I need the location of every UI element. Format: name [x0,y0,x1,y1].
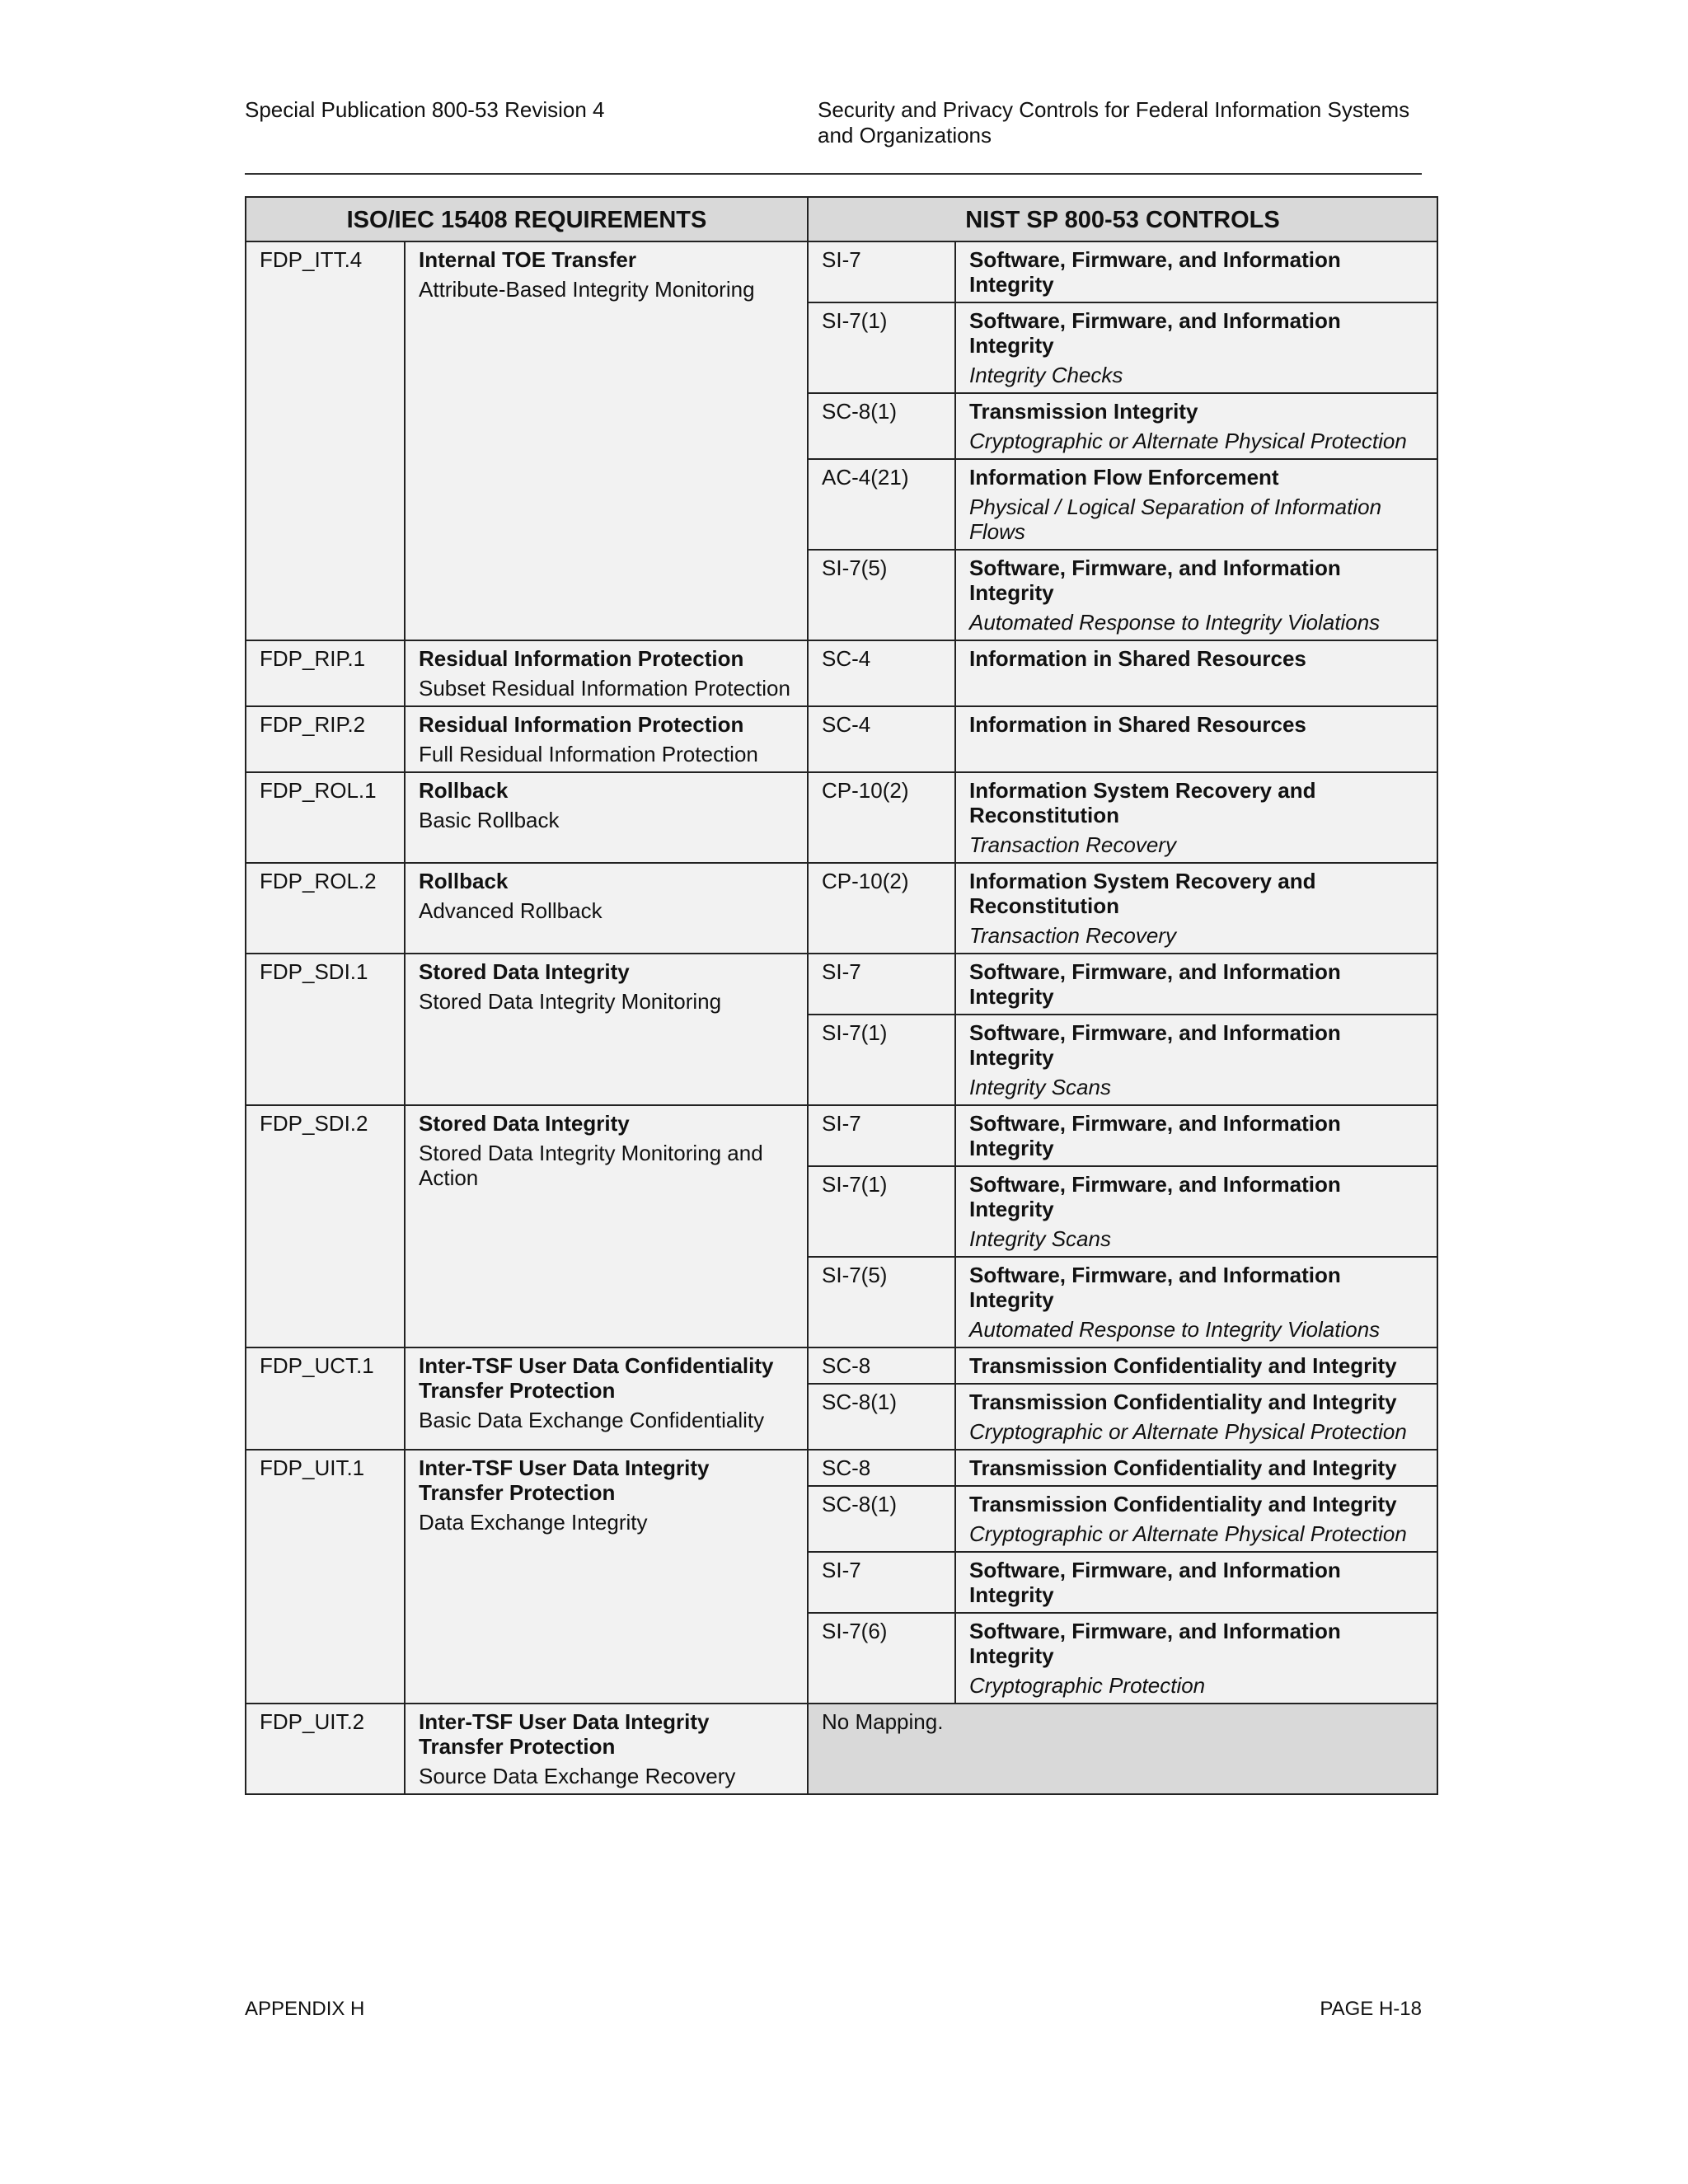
control-id: SC-8(1) [808,1486,955,1552]
table-body [246,241,1437,1794]
appendix-label: APPENDIX H [245,1998,365,2020]
control-title: Software, Firmware, and Information Integrity [969,1263,1341,1312]
requirement-id: FDP_UIT.2 [246,1704,405,1794]
control-description [955,1347,1437,1384]
requirement-id: FDP_SDI.1 [246,954,405,1105]
control-description [955,1166,1437,1257]
control-id: SC-8(1) [808,1384,955,1450]
requirement-description [405,706,808,772]
requirement-title: Rollback [419,778,509,803]
control-title: Software, Firmware, and Information Integrity [969,308,1341,358]
control-id: AC-4(21) [808,459,955,550]
control-title: Transmission Confidentiality and Integrity [969,1390,1397,1414]
nist-controls-header: NIST SP 800-53 CONTROLS [808,197,1437,241]
iso-requirements-header: ISO/IEC 15408 REQUIREMENTS [246,197,808,241]
requirement-subtitle: Full Residual Information Protection [419,742,758,766]
control-enhancement: Integrity Checks [969,363,1123,387]
table-row [246,706,1437,772]
table-row [246,954,1437,1015]
control-id: SC-8 [808,1450,955,1486]
control-title: Transmission Confidentiality and Integrity [969,1455,1397,1480]
requirement-title: Inter-TSF User Data Integrity Transfer Protection [419,1709,710,1759]
table-row [246,1704,1437,1794]
control-id: SC-4 [808,640,955,706]
control-title: Software, Firmware, and Information Integrity [969,247,1341,297]
requirement-id: FDP_ITT.4 [246,241,405,640]
control-id: SI-7 [808,1105,955,1166]
control-id: SI-7(6) [808,1613,955,1704]
control-enhancement: Cryptographic Protection [969,1673,1206,1698]
control-id: SI-7 [808,241,955,302]
control-title: Software, Firmware, and Information Integrity [969,1111,1341,1160]
control-enhancement: Transaction Recovery [969,923,1176,948]
control-description [955,393,1437,459]
publication-title: Special Publication 800-53 Revision 4 [245,97,605,122]
control-enhancement: Cryptographic or Alternate Physical Protection [969,429,1407,453]
control-description [955,1015,1437,1105]
control-title: Software, Firmware, and Information Integrity [969,1619,1341,1668]
control-title: Information in Shared Resources [969,712,1306,737]
requirement-id: FDP_RIP.1 [246,640,405,706]
control-description [955,1552,1437,1613]
requirement-id: FDP_ROL.2 [246,863,405,954]
requirement-title: Rollback [419,869,509,893]
requirement-subtitle: Stored Data Integrity Monitoring and Action [419,1141,763,1190]
requirement-subtitle: Subset Residual Information Protection [419,676,790,701]
requirement-subtitle: Basic Data Exchange Confidentiality [419,1408,765,1432]
requirement-title: Inter-TSF User Data Integrity Transfer Protection [419,1455,710,1505]
requirement-title: Stored Data Integrity [419,959,630,984]
control-description [955,640,1437,706]
control-title: Information Flow Enforcement [969,465,1279,490]
control-enhancement: Integrity Scans [969,1075,1111,1099]
control-enhancement: Integrity Scans [969,1226,1111,1251]
requirement-description [405,1105,808,1347]
control-title: Transmission Integrity [969,399,1198,424]
header-divider [245,173,1422,175]
control-id: SC-4 [808,706,955,772]
requirement-description [405,1347,808,1450]
control-description [955,241,1437,302]
control-id: SI-7 [808,1552,955,1613]
control-title: Information in Shared Resources [969,646,1306,671]
control-id: SI-7(1) [808,1015,955,1105]
control-enhancement: Transaction Recovery [969,832,1176,857]
control-description [955,706,1437,772]
control-description [955,1105,1437,1166]
table-row [246,1450,1437,1486]
control-title: Information System Recovery and Reconstitution [969,869,1316,918]
control-id: SC-8(1) [808,393,955,459]
control-enhancement: Cryptographic or Alternate Physical Protection [969,1419,1407,1444]
control-description [955,863,1437,954]
control-description [955,550,1437,640]
control-title: Software, Firmware, and Information Integrity [969,1558,1341,1607]
control-id: SI-7(5) [808,1257,955,1347]
control-title: Software, Firmware, and Information Integrity [969,555,1341,605]
requirement-subtitle: Advanced Rollback [419,898,603,923]
table-row [246,1347,1437,1384]
control-title: Information System Recovery and Reconstitution [969,778,1316,827]
control-id: SI-7(1) [808,302,955,393]
table-row [246,1105,1437,1166]
control-description [955,1450,1437,1486]
control-description [955,1257,1437,1347]
control-title: Software, Firmware, and Information Integrity [969,959,1341,1009]
requirement-description [405,241,808,640]
table-row [246,772,1437,863]
control-title: Transmission Confidentiality and Integrity [969,1353,1397,1378]
control-description [955,459,1437,550]
table-row [246,640,1437,706]
control-description [955,772,1437,863]
requirement-subtitle: Basic Rollback [419,808,560,832]
control-description [955,1486,1437,1552]
requirement-id: FDP_ROL.1 [246,772,405,863]
table-row [246,241,1437,302]
control-title: Transmission Confidentiality and Integrity [969,1492,1397,1516]
requirement-description [405,1450,808,1704]
requirement-description [405,863,808,954]
control-id: SI-7(5) [808,550,955,640]
control-id: SI-7(1) [808,1166,955,1257]
requirement-subtitle: Data Exchange Integrity [419,1510,648,1535]
control-description [955,1384,1437,1450]
document-title: Security and Privacy Controls for Federal Information Systems and Organizations [818,97,1410,148]
requirement-description [405,640,808,706]
requirement-title: Residual Information Protection [419,712,744,737]
requirement-title: Residual Information Protection [419,646,744,671]
control-id: SI-7 [808,954,955,1015]
requirement-id: FDP_RIP.2 [246,706,405,772]
requirement-subtitle: Attribute-Based Integrity Monitoring [419,277,755,302]
control-title: Software, Firmware, and Information Integrity [969,1020,1341,1070]
table-header-row [246,197,1437,241]
requirement-description [405,772,808,863]
requirement-title: Internal TOE Transfer [419,247,636,272]
no-mapping-cell: No Mapping. [808,1704,1437,1794]
control-enhancement: Cryptographic or Alternate Physical Protection [969,1521,1407,1546]
requirement-title: Stored Data Integrity [419,1111,630,1136]
requirement-subtitle: Stored Data Integrity Monitoring [419,989,722,1014]
requirement-subtitle: Source Data Exchange Recovery [419,1764,736,1788]
control-enhancement: Automated Response to Integrity Violations [969,1317,1381,1342]
requirement-id: FDP_UIT.1 [246,1450,405,1704]
control-id: SC-8 [808,1347,955,1384]
control-id: CP-10(2) [808,863,955,954]
requirement-description [405,1704,808,1794]
table-row [246,863,1437,954]
requirement-id: FDP_UCT.1 [246,1347,405,1450]
requirements-controls-table [245,196,1438,1795]
control-description [955,302,1437,393]
requirement-id: FDP_SDI.2 [246,1105,405,1347]
page-number: PAGE H-18 [1320,1998,1422,2020]
requirement-title: Inter-TSF User Data Confidentiality Transfer Protection [419,1353,774,1403]
control-description [955,1613,1437,1704]
control-enhancement: Physical / Logical Separation of Information Flows [969,494,1382,544]
control-enhancement: Automated Response to Integrity Violations [969,610,1381,635]
requirement-description [405,954,808,1105]
control-description [955,954,1437,1015]
control-id: CP-10(2) [808,772,955,863]
control-title: Software, Firmware, and Information Integrity [969,1172,1341,1221]
